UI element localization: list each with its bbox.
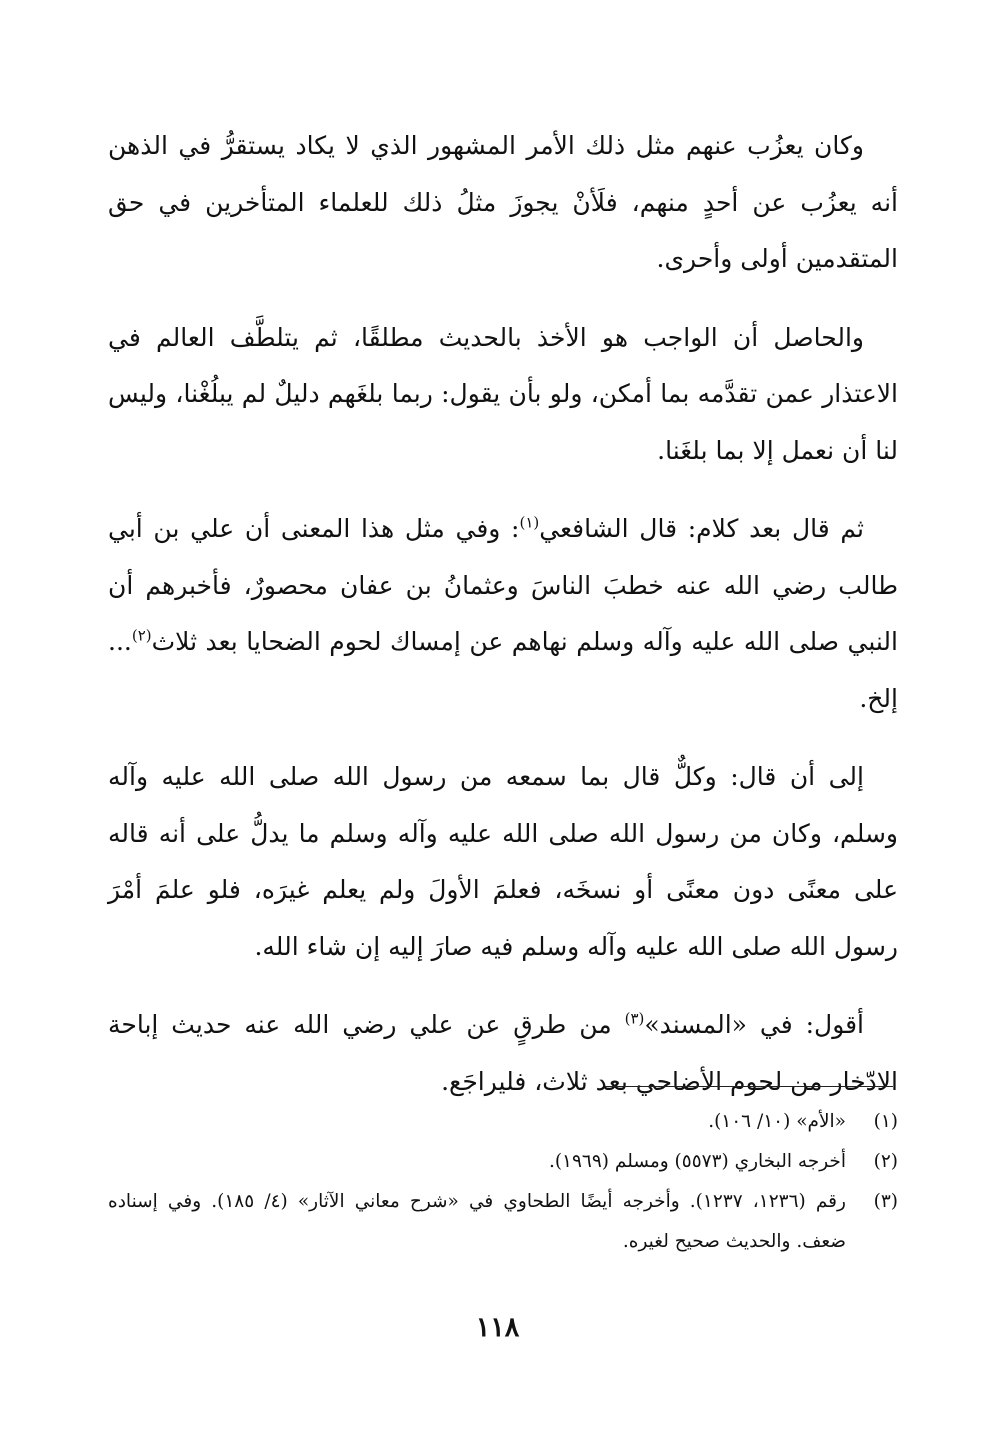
paragraph-2 bbox=[108, 310, 898, 480]
paragraph-text: من طرقٍ عن علي رضي الله عنه حديث إباحة الادّخار من لحوم الأضاحي بعد ثلاث، فليراجَع. bbox=[108, 1010, 898, 1096]
paragraph-text: ثم قال بعد كلام: قال الشافعي bbox=[539, 514, 864, 543]
paragraph-text: وكان يعزُب عنهم مثل ذلك الأمر المشهور الذي لا يكاد يستقرُّ في الذهن أنه يعزُب عن أحدٍ منهم، فلَأنْ يجوزَ مثلُ ذلك للعلماء المتأخرين في حق المتقدمين أولى وأحرى. bbox=[108, 131, 898, 273]
paragraph-5 bbox=[108, 997, 898, 1110]
footnote-text: رقم (١٢٣٦، ١٢٣٧). وأخرجه أيضًا الطحاوي في «شرح معاني الآثار» (٤/ ١٨٥). وفي إسناده ضعف. والحديث صحيح لغيره. bbox=[108, 1191, 846, 1252]
footnote-number: (١) bbox=[873, 1111, 898, 1132]
footnote-reference-2[interactable]: (٢) bbox=[131, 626, 152, 645]
footnote-3 bbox=[108, 1182, 898, 1262]
footnote-text: «الأم» (١٠/ ١٠٦). bbox=[708, 1111, 846, 1132]
footnotes-section bbox=[108, 1102, 898, 1262]
footnote-number: (٢) bbox=[873, 1151, 898, 1172]
footnote-1 bbox=[108, 1102, 898, 1142]
main-text bbox=[108, 118, 898, 1132]
footnote-number: (٣) bbox=[873, 1191, 898, 1212]
paragraph-text: إلى أن قال: وكلٌّ قال بما سمعه من رسول الله صلى الله عليه وآله وسلم، وكان من رسول الله صلى الله عليه وآله وسلم ما يدلُّ على أنه قاله على معنًى دون معنًى أو نسخَه، فعلمَ الأولَ ولم يعلم غيرَه، فلو علمَ أمْرَ رسول الله صلى الله عليه وآله وسلم فيه صارَ إليه إن شاء الله. bbox=[108, 762, 898, 961]
paragraph-3 bbox=[108, 501, 898, 727]
paragraph-1 bbox=[108, 118, 898, 288]
paragraph-text: ... إلخ. bbox=[108, 627, 898, 713]
footnote-2 bbox=[108, 1142, 898, 1182]
paragraph-text: : وفي مثل هذا المعنى أن علي بن أبي طالب رضي الله عنه خطبَ الناسَ وعثمانُ بن عفان محصورٌ، فأخبرهم أن النبي صلى الله عليه وآله وسلم نهاهم عن إمساك لحوم الضحايا بعد ثلاث bbox=[108, 514, 898, 656]
footnote-divider bbox=[605, 1086, 893, 1087]
paragraph-4 bbox=[108, 749, 898, 975]
paragraph-text: أقول: في «المسند» bbox=[644, 1010, 865, 1039]
footnote-reference-3[interactable]: (٣) bbox=[624, 1009, 645, 1028]
paragraph-text: والحاصل أن الواجب هو الأخذ بالحديث مطلقًا، ثم يتلطَّف العالم في الاعتذار عمن تقدَّمه بما أمكن، ولو بأن يقول: ربما بلغَهم دليلٌ لم يبلُغْنا، وليس لنا أن نعمل إلا بما بلغَنا. bbox=[108, 322, 898, 465]
page-number: ١١٨ bbox=[475, 1312, 520, 1343]
footnote-reference-1[interactable]: (١) bbox=[519, 513, 540, 532]
footnote-text: أخرجه البخاري (٥٥٧٣) ومسلم (١٩٦٩). bbox=[548, 1151, 846, 1172]
